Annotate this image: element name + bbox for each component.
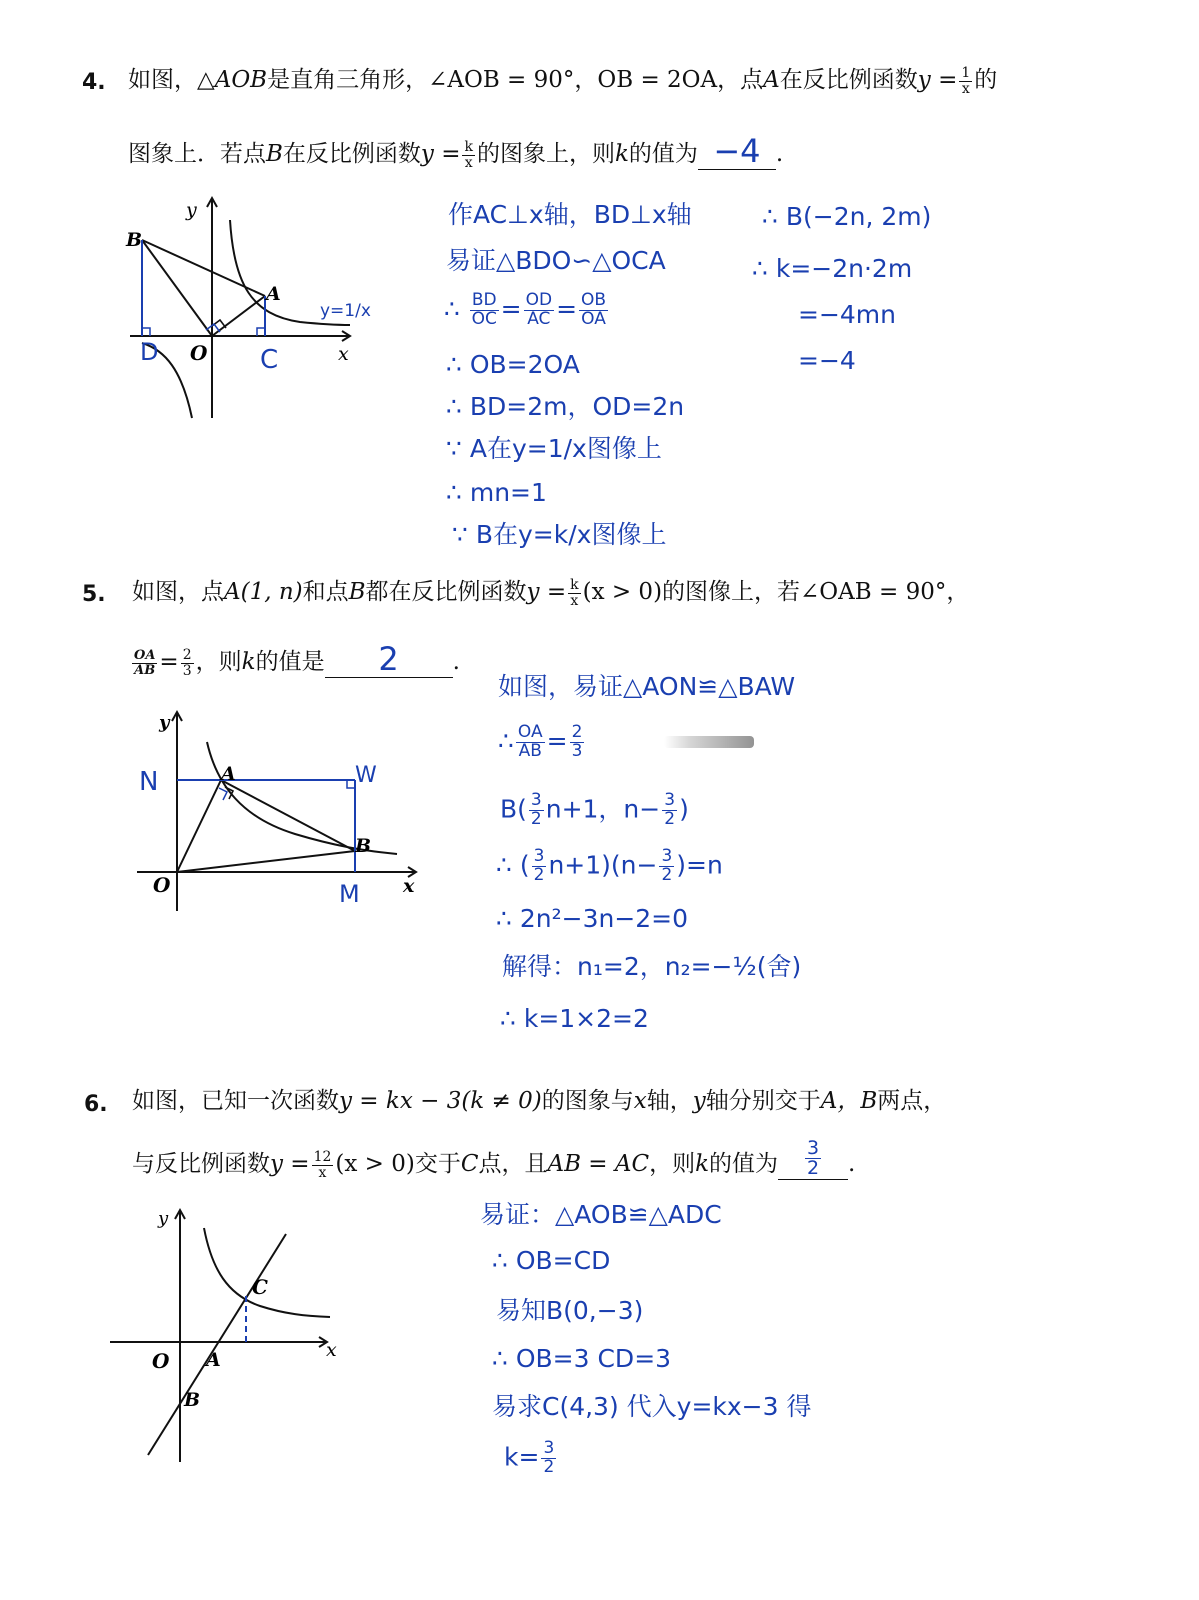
q5-fig-M-label: M [339,880,360,908]
q6-fraction-12-over-x: $\frac{12}{x}$ [313,1149,332,1181]
q5-fig-y-label: y [159,712,170,733]
q5-work-ratio: ∴ $\frac{OA}{AB}$ = $\frac{2}{3}$ [498,722,583,761]
q5-fig-B-label: B [355,835,372,857]
q6-fig-A-label: A [206,1349,221,1371]
q5-text-line1: 如图，点A(1, n)和点B都在反比例函数y = $\frac{k}{x}$ (x > 0)的图像上，若∠OAB = 90°， [132,577,970,609]
q5-fig-O-label: O [153,873,171,897]
q4-work-line-8: ∵ B在y=k/x图像上 [452,520,667,549]
q5-figure [125,706,435,916]
q6-fig-O-label: O [152,1349,170,1373]
q6-number: 6. [84,1092,108,1117]
q6-answer: $\frac{3}{2}$ [806,1136,820,1180]
q5-answer: 2 [378,640,399,679]
q6-work-line-4: ∴ OB=3 CD=3 [492,1344,672,1373]
q6-figure [100,1200,360,1470]
q4-fig-x-label: x [338,343,349,365]
q4-work-line-5: ∴ BD=2m，OD=2n [446,392,685,421]
q4-fig-curve-label: y=1/x [320,301,371,321]
q4-work-right-4: =−4 [798,346,856,375]
q6-fig-C-label: C [252,1275,268,1299]
q6-work-line-2: ∴ OB=CD [492,1246,611,1275]
q6-fig-x-label: x [326,1339,337,1361]
q4-text-line2: 图象上．若点B在反比例函数y = $\frac{k}{x}$ 的图象上，则k的值为 −4 . [128,132,784,171]
q4-work-line-1: 作AC⊥x轴，BD⊥x轴 [448,200,692,229]
q6-answer-blank [778,1136,848,1180]
q5-fraction-k-over-x: $\frac{k}{x}$ [570,577,579,609]
q6-fig-B-label: B [184,1389,201,1411]
q4-fraction-1-over-x: $\frac{1}{x}$ [961,65,971,97]
q6-work-line-3: 易知B(0,−3) [496,1296,644,1325]
q4-fig-O-label: O [190,341,208,365]
q5-fig-x-label: x [403,875,415,897]
q4-work-right-3: =−4mn [798,300,896,329]
q4-work-line-7: ∴ mn=1 [446,478,547,507]
q6-work-k: k= $\frac{3}{2}$ [504,1438,555,1477]
q4-work-line-4: ∴ OB=2OA [446,350,580,379]
q4-text-line1: 如图，△AOB是直角三角形，∠AOB = 90°，OB = 2OA，点A在反比例函数y = $\frac{1}{x}$ 的 [128,65,998,97]
q4-fig-y-label: y [186,199,197,221]
q4-figure [120,190,380,430]
q5-answer-blank [325,640,453,679]
q4-number: 4. [82,70,106,95]
q4-fraction-k-over-x: $\frac{k}{x}$ [464,139,473,171]
q4-work-line-2: 易证△BDO∽△OCA [446,246,666,275]
q4-work-ratio: ∴ $\frac{BD}{OC}$ = $\frac{OD}{AC}$ = $\frac{OB}{OA}$ [444,290,607,329]
q6-text-line1: 如图，已知一次函数y = kx − 3(k ≠ 0)的图象与x轴，y轴分别交于A，B两点， [132,1088,947,1114]
q5-number: 5. [82,582,106,607]
q5-fig-N-label: N [139,767,159,797]
q4-answer-blank [698,132,776,171]
q4-work-right-1: ∴ B(−2n, 2m) [762,202,932,231]
q5-work-line-1: 如图，易证△AON≌△BAW [498,672,796,701]
q5-smudge [664,736,754,748]
q5-work-B-coordinates: B( $\frac{3}{2}$ n+1，n− $\frac{3}{2}$ ) [500,790,689,829]
q5-fig-W-label: W [355,763,377,788]
q6-work-line-1: 易证：△AOB≌△ADC [480,1200,722,1229]
q4-work-right-2: ∴ k=−2n·2m [752,254,913,283]
q6-work-line-5: 易求C(4,3) 代入y=kx−3 得 [492,1392,812,1421]
q4-answer: −4 [713,132,761,171]
q4-fig-D-label: D [140,338,159,366]
q4-fig-B-label: B [126,229,143,251]
q5-work-line-6: 解得：n₁=2，n₂=−½(舍) [502,952,802,981]
q5-text-line2: $\frac{OA}{AB}$ = $\frac{2}{3}$ ，则k的值是 2 . [134,640,460,679]
q6-text-line2: 与反比例函数y = $\frac{12}{x}$ (x > 0)交于C点，且AB = AC，则k的值为 $\frac{3}{2}$ . [132,1136,856,1181]
q4-fig-A-label: A [266,283,281,305]
q5-fig-A-label: A [221,763,236,785]
q4-work-line-6: ∵ A在y=1/x图像上 [446,434,662,463]
q4-fig-C-label: C [260,345,279,375]
q5-work-line-7: ∴ k=1×2=2 [500,1004,649,1033]
q5-work-equation: ∴ ( $\frac{3}{2}$ n+1)(n− $\frac{3}{2}$ )=n [496,846,723,885]
q5-work-line-5: ∴ 2n²−3n−2=0 [496,904,689,933]
q6-fig-y-label: y [158,1208,169,1229]
